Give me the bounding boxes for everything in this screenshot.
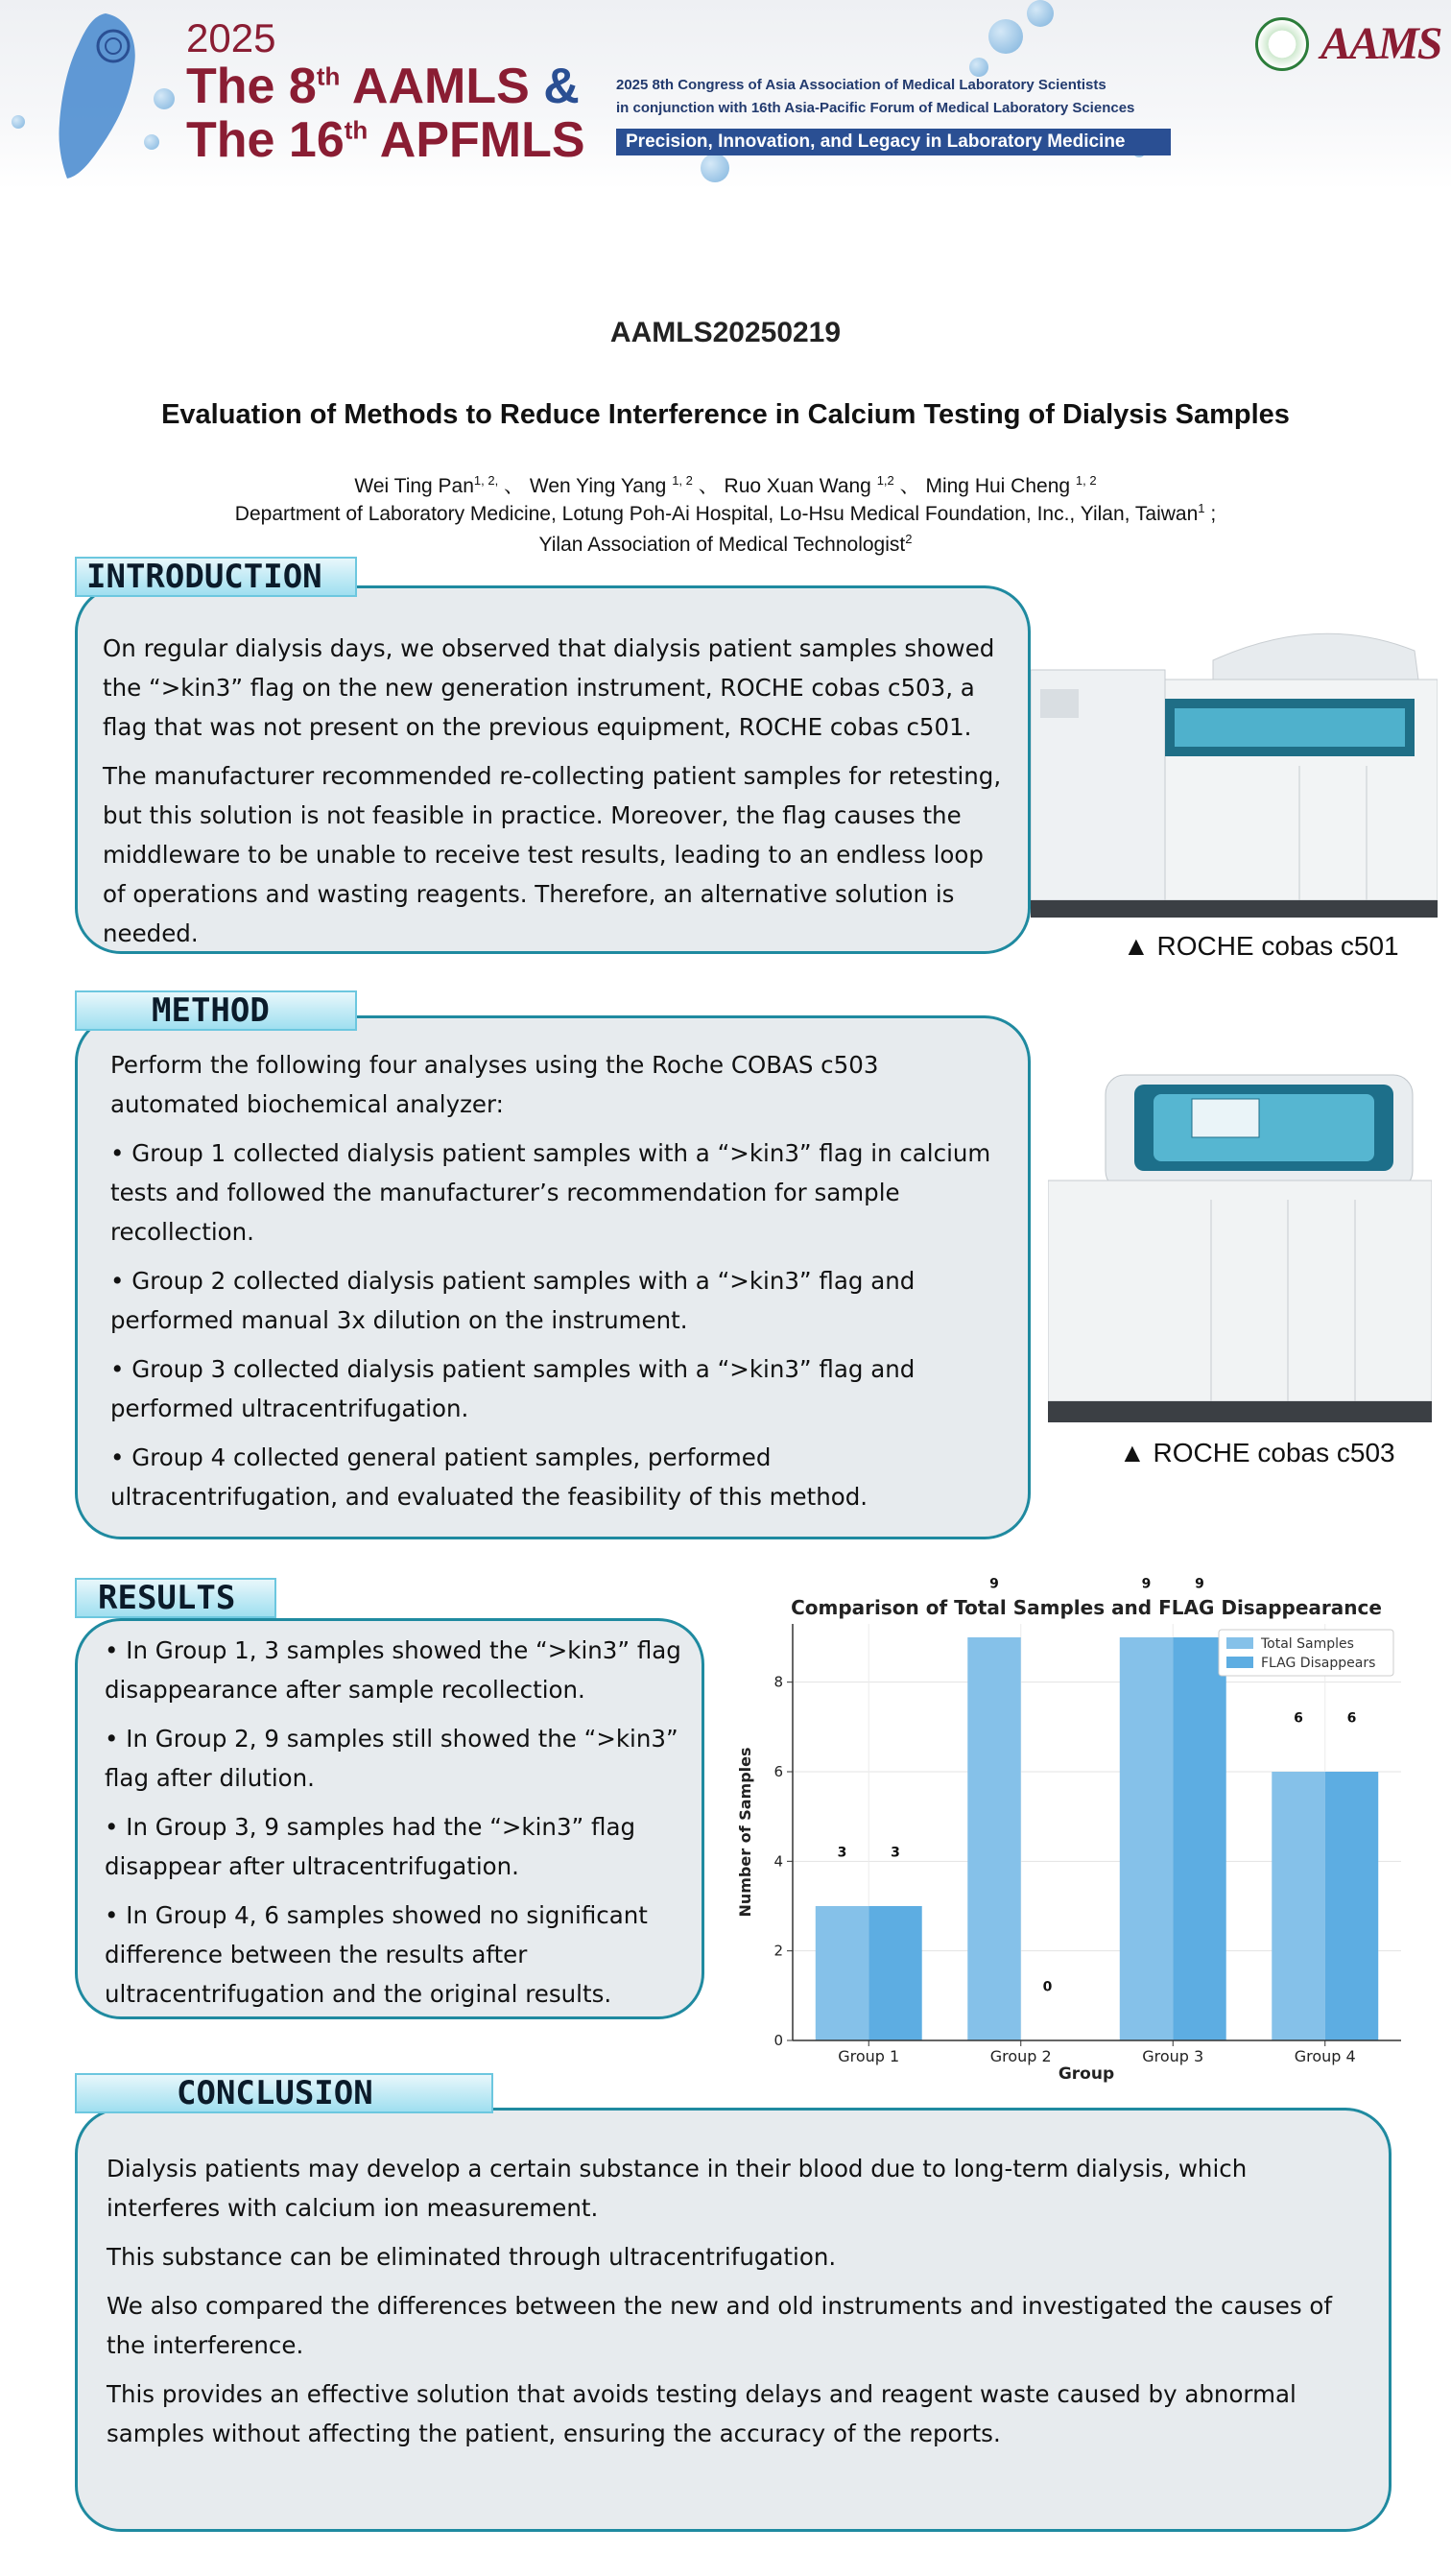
y-tick-label: 6 (773, 1763, 783, 1780)
x-tick-label: Group 2 (989, 2047, 1052, 2065)
bar-total-samples (967, 1637, 1020, 2040)
x-tick-label: Group 3 (1142, 2047, 1204, 2065)
x-tick-label: Group 4 (1294, 2047, 1356, 2065)
method-paragraph: • Group 3 collected dialysis patient samples with a “>kin3” flag and performed ultracentrifugation. (110, 1355, 916, 1422)
bar-total-samples (1120, 1637, 1173, 2040)
decor-bubble (988, 19, 1023, 54)
aams-logo: AAMS (1320, 18, 1441, 69)
caption-cobas-c503: ▲ ROCHE cobas c503 (1119, 1438, 1395, 1467)
y-tick-label: 8 (773, 1673, 783, 1691)
chart-title: Comparison of Total Samples and FLAG Disappearance (791, 1596, 1382, 1619)
decor-bubble (701, 154, 729, 182)
y-tick-label: 2 (773, 1942, 783, 1960)
introduction-paragraph: The manufacturer recommended re-collecting patient samples for retesting, but this solution is not feasible in practice. Moreover, the flag causes the middleware to be unable to receive test results, leading to an endless loop of operations and wasting reagents. Therefore, an alternative solution is needed. (103, 762, 1002, 947)
legend-label: FLAG Disappears (1261, 1656, 1376, 1671)
roche-cobas-c503-image (1048, 1065, 1432, 1426)
bar-total-samples (816, 1906, 868, 2040)
method-paragraph: • Group 1 collected dialysis patient samples with a “>kin3” flag in calcium tests and followed the manufacturer’s recommendation for sample recollection. (110, 1139, 991, 1246)
congress-line-2: in conjunction with 16th Asia-Pacific Forum of Medical Laboratory Sciences (616, 100, 1135, 116)
y-tick-label: 0 (773, 2032, 783, 2049)
conclusion-paragraph: This provides an effective solution that avoids testing delays and reagent waste caused by abnormal samples without affecting the patient, ensuring the accuracy of the reports. (107, 2380, 1296, 2447)
y-tick-label: 4 (773, 1852, 783, 1871)
conference-title-line-2: The 16th APFMLS (186, 112, 585, 168)
decor-bubble (1027, 0, 1054, 27)
x-tick-label: Group 1 (838, 2047, 900, 2065)
author-list: Wei Ting Pan$^{1, 2,}$ 、 Wen Ying Yang $^{1, 2}$ 、 Ruo Xuan Wang $^{1,2}$ 、 Ming Hui Cheng $^{1, 2}$ (354, 473, 1097, 497)
chart-xlabel: Group (1058, 2064, 1115, 2084)
bar-chart (729, 1574, 1413, 2092)
legend-swatch (1226, 1637, 1253, 1649)
bar-data-label: 9 (1195, 1576, 1204, 1592)
conclusion-paragraph: We also compared the differences between the new and old instruments and investigated the causes of the interference. (107, 2292, 1333, 2359)
author-name: Wei Ting Pan (354, 475, 474, 497)
congress-line-1: 2025 8th Congress of Asia Association of Medical Laboratory Scientists (616, 77, 1106, 93)
decor-bubble (12, 115, 25, 129)
bar-data-label: 9 (1141, 1576, 1152, 1592)
decor-bubble (154, 88, 175, 109)
bar-total-samples (1272, 1772, 1324, 2040)
bar-data-label: 6 (1346, 1710, 1357, 1727)
author-name: Ming Hui Cheng (925, 475, 1076, 497)
bar-data-label: 3 (837, 1845, 847, 1861)
author-name: Wen Ying Yang (529, 475, 673, 497)
legend-swatch (1226, 1657, 1253, 1668)
conclusion-paragraph: This substance can be eliminated through ultracentrifugation. (107, 2243, 837, 2271)
bar-data-label: 6 (1294, 1710, 1303, 1727)
results-paragraph: • In Group 3, 9 samples had the “>kin3” flag disappear after ultracentrifugation. (105, 1813, 636, 1880)
conclusion-heading: CONCLUSION (75, 2073, 493, 2113)
method-heading: METHOD (75, 990, 357, 1031)
bar-flag-disappears (868, 1906, 921, 2040)
author-name: Ruo Xuan Wang (724, 475, 877, 497)
conclusion-paragraph: Dialysis patients may develop a certain substance in their blood due to long-term dialysis, which interferes with calcium ion measurement. (107, 2155, 1248, 2222)
roche-cobas-c501-image (1031, 593, 1438, 918)
conference-title-line-1: The 8th AAMLS & (186, 59, 580, 114)
paper-title: Evaluation of Methods to Reduce Interference in Calcium Testing of Dialysis Samples (161, 399, 1290, 430)
bar-flag-disappears (1325, 1772, 1378, 2040)
introduction-heading: INTRODUCTION (75, 557, 357, 597)
conference-banner (0, 0, 1451, 190)
chart-legend (1219, 1630, 1393, 1676)
affiliation-department: Department of Laboratory Medicine, Lotung Poh-Ai Hospital, Lo-Hsu Medical Foundation, Inc., Yilan, Taiwan$^1$ ; (234, 501, 1217, 525)
method-paragraph: Perform the following four analyses using the Roche COBAS c503 automated biochemical analyzer: (110, 1051, 879, 1118)
results-paragraph: • In Group 1, 3 samples showed the “>kin3” flag disappearance after sample recollection. (105, 1636, 681, 1704)
bar-data-label: 3 (891, 1845, 900, 1861)
conclusion-box (75, 2108, 1392, 2532)
bar-data-label: 0 (1042, 1979, 1053, 1995)
method-box (75, 1015, 1031, 1539)
method-paragraph: • Group 4 collected general patient samples, performed ultracentrifugation, and evaluated the feasibility of this method. (110, 1443, 868, 1511)
results-heading: RESULTS (75, 1578, 276, 1618)
bar-flag-disappears (1173, 1637, 1225, 2040)
decor-bubble (144, 134, 159, 150)
taiwan-map-icon (38, 10, 154, 180)
conference-year: 2025 (186, 15, 276, 60)
conference-tagline: Precision, Innovation, and Legacy in Laboratory Medicine (616, 129, 1171, 155)
introduction-box (75, 585, 1031, 954)
chart-ylabel: Number of Samples (736, 1747, 754, 1918)
abstract-code: AAMLS20250219 (609, 317, 842, 348)
legend-label: Total Samples (1261, 1636, 1354, 1652)
results-box (75, 1618, 704, 2019)
association-seal-logo (1255, 17, 1309, 71)
introduction-paragraph: On regular dialysis days, we observed that dialysis patient samples showed the “>kin3” flag on the new generation instrument, ROCHE cobas c503, a flag that was not present on the previous equipment, ROCHE cobas c501. (103, 634, 995, 741)
bar-data-label: 9 (989, 1576, 999, 1592)
results-paragraph: • In Group 2, 9 samples still showed the “>kin3” flag after dilution. (105, 1725, 678, 1792)
method-paragraph: • Group 2 collected dialysis patient samples with a “>kin3” flag and performed manual 3x dilution on the instrument. (110, 1267, 916, 1334)
decor-bubble (969, 58, 988, 77)
caption-cobas-c501: ▲ ROCHE cobas c501 (1123, 931, 1399, 961)
affiliation-association: Yilan Association of Medical Technologist$^2$ (538, 532, 913, 556)
results-paragraph: • In Group 4, 6 samples showed no significant difference between the results after ultracentrifugation and the original results. (105, 1901, 648, 2008)
